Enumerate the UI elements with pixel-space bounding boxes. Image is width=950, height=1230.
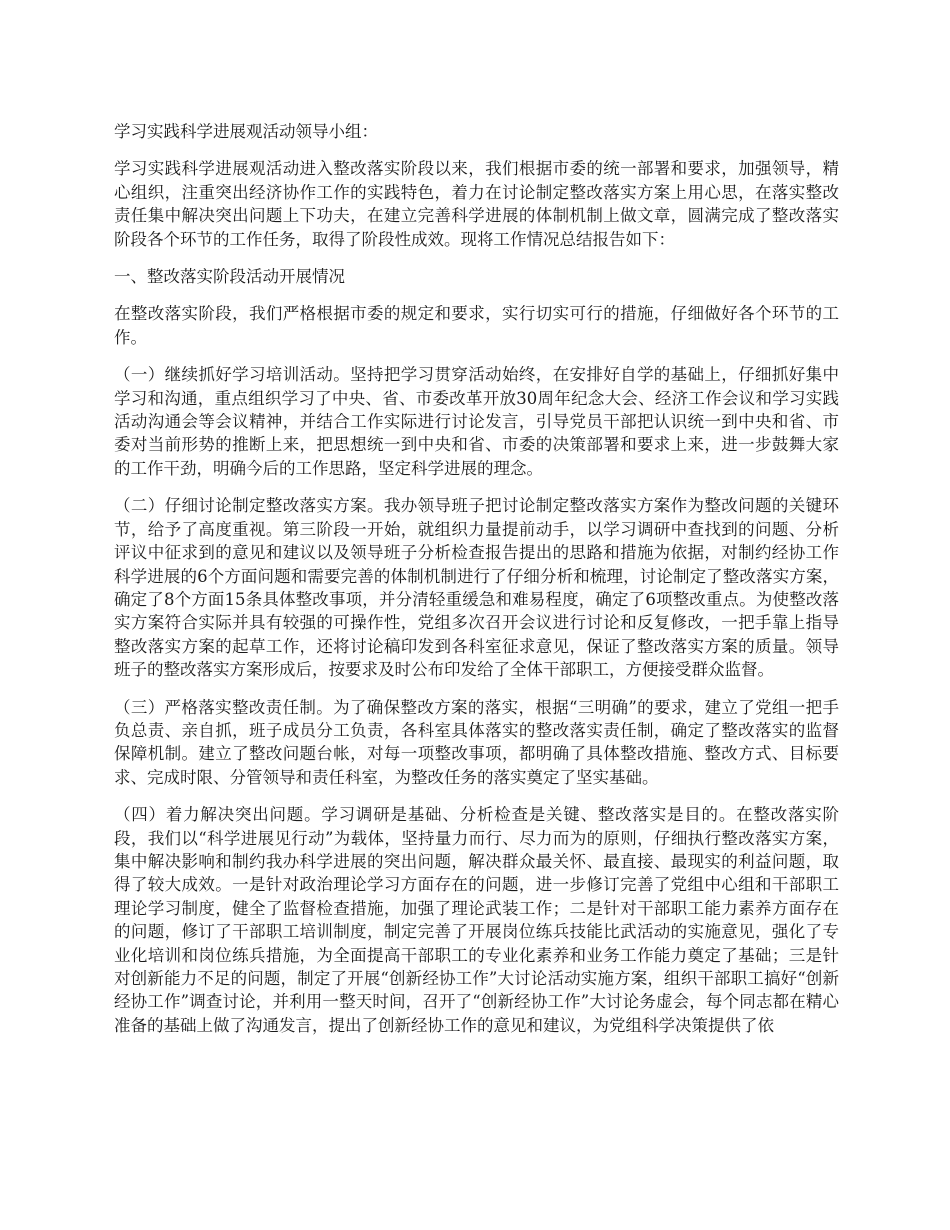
section-heading: 一、整改落实阶段活动开展情况	[114, 267, 345, 287]
salutation: 学习实践科学进展观活动领导小组：	[114, 122, 378, 141]
item-paragraph-3: （三）严格落实整改责任制。为了确保整改方案的落实，根据“三明确”的要求，建立了党组一把手负总责、亲自抓，班子成员分工负责，各科室具体落实的整改落实责任制，确定了整改落实的监督保障机制。建立了整改问题台帐，对每一项整改事项，都明确了具体整改措施、整改方式、目标要求、完成时限、分管领导和责任科室，为整改任务的落实奠定了坚实基础。	[114, 697, 839, 787]
section-intro-paragraph: 在整改落实阶段，我们严格根据市委的规定和要求，实行切实可行的措施，仔细做好各个环节的工作。	[114, 304, 839, 347]
item-paragraph-2: （二）仔细讨论制定整改落实方案。我办领导班子把讨论制定整改落实方案作为整改问题的关键环节，给予了高度重视。第三阶段一开始，就组织力量提前动手，以学习调研中查找到的问题、分析评议中征求到的意见和建议以及领导班子分析检查报告提出的思路和措施为依据，对制约经协工作科学进展的6个方面问题和需要完善的体制机制进行了仔细分析和梳理，讨论制定了整改落实方案，确定了8个方面15条具体整改事项，并分清轻重缓急和难易程度，确定了6项整改重点。为使整改落实方案符合实际并具有较强的可操作性，党组多次召开会议进行讨论和反复修改，一把手靠上指导整改落实方案的起草工作，还将讨论稿印发到各科室征求意见，保证了整改落实方案的质量。领导班子的整改落实方案形成后，按要求及时公布印发给了全体干部职工，方便接受群众监督。	[114, 496, 839, 680]
item-paragraph-4: （四）着力解决突出问题。学习调研是基础、分析检查是关键、整改落实是目的。在整改落实阶段，我们以“科学进展见行动”为载体，坚持量力而行、尽力而为的原则，仔细执行整改落实方案，集中解决影响和制约我办科学进展的突出问题，解决群众最关怀、最直接、最现实的利益问题，取得了较大成效。一是针对政治理论学习方面存在的问题，进一步修订完善了党组中心组和干部职工理论学习制度，健全了监督检查措施，加强了理论武装工作；二是针对干部职工能力素养方面存在的问题，修订了干部职工培训制度，制定完善了开展岗位练兵技能比武活动的实施意见，强化了专业化培训和岗位练兵措施，为全面提高干部职工的专业化素养和业务工作能力奠定了基础；三是针对创新能力不足的问题，制定了开展“创新经协工作”大讨论活动实施方案，组织干部职工搞好“创新经协工作”调查讨论，并利用一整天时间，召开了“创新经协工作”大讨论务虚会，每个同志都在精心准备的基础上做了沟通发言，提出了创新经协工作的意见和建议，为党组科学决策提供了依	[114, 805, 839, 1035]
intro-paragraph: 学习实践科学进展观活动进入整改落实阶段以来，我们根据市委的统一部署和要求，加强领导，精心组织，注重突出经济协作工作的实践特色，着力在讨论制定整改落实方案上用心思，在落实整改责任集中解决突出问题上下功夫，在建立完善科学进展的体制机制上做文章，圆满完成了整改落实阶段各个环节的工作任务，取得了阶段性成效。现将工作情况总结报告如下：	[114, 159, 839, 249]
item-paragraph-1: （一）继续抓好学习培训活动。坚持把学习贯穿活动始终，在安排好自学的基础上，仔细抓好集中学习和沟通，重点组织学习了中央、省、市委改革开放30周年纪念大会、经济工作会议和学习实践活动沟通会等会议精神，并结合工作实际进行讨论发言，引导党员干部把认识统一到中央和省、市委对当前形势的推断上来，把思想统一到中央和省、市委的决策部署和要求上来，进一步鼓舞大家的工作干劲，明确今后的工作思路，坚定科学进展的理念。	[114, 365, 839, 478]
document-body	[114, 120, 839, 1037]
